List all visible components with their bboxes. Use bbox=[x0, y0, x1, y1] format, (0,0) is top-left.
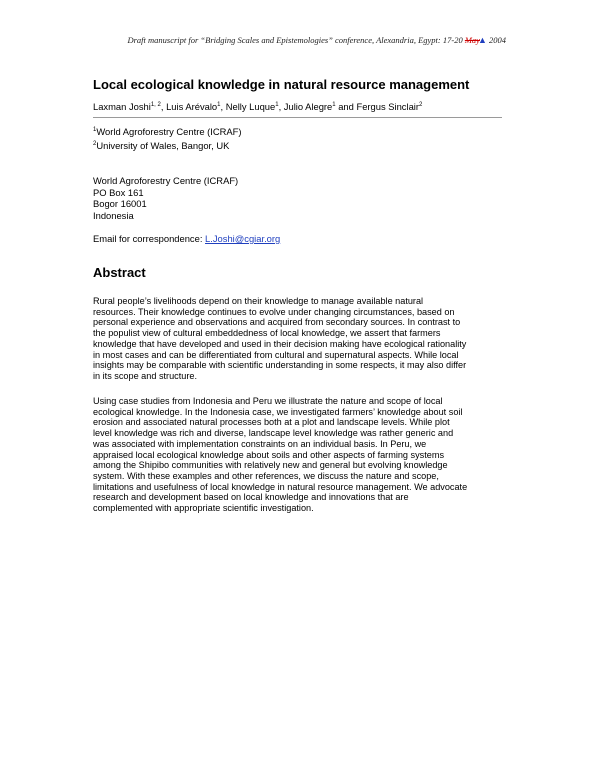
author-affiliation-sup: 1 bbox=[217, 101, 221, 108]
abstract-line: was associated with implementation constraints on an individual basis. In Peru, we bbox=[93, 438, 427, 449]
address-line: PO Box 161 bbox=[93, 186, 144, 198]
address-line: Indonesia bbox=[93, 209, 134, 221]
abstract-line: complemented with appropriate scientific investigation. bbox=[93, 503, 314, 514]
abstract-paragraph-2 bbox=[93, 396, 511, 514]
abstract-line: knowledge that have developed and used in their decision making have ecological rationality bbox=[93, 338, 467, 349]
affiliation-list bbox=[93, 124, 242, 152]
author-name: Julio Alegre bbox=[283, 101, 333, 112]
abstract-line: resources. Their knowledge continues to evolve under changing circumstances, based on bbox=[93, 306, 455, 317]
author-affiliation-sup: 1 bbox=[332, 101, 336, 108]
author-affiliation-sup: 1, 2 bbox=[150, 101, 161, 108]
affiliation-text: World Agroforestry Centre (ICRAF) bbox=[96, 126, 242, 138]
abstract-line: in most cases and can be differentiated from cultural and supernatural aspects. While local bbox=[93, 349, 459, 360]
abstract-paragraph-1 bbox=[93, 296, 511, 382]
header-note-struck-month: May bbox=[464, 35, 480, 45]
address-line: World Agroforestry Centre (ICRAF) bbox=[93, 175, 239, 186]
paper-title: Local ecological knowledge in natural resource management bbox=[93, 77, 470, 92]
author-affiliation-sup: 2 bbox=[419, 101, 423, 108]
abstract-line: the populist view of cultural embeddedness of local knowledge, we assert that farmers bbox=[93, 328, 441, 339]
abstract-heading: Abstract bbox=[93, 265, 146, 280]
abstract-line: in its scope and structure. bbox=[93, 370, 197, 381]
correspondence-email bbox=[93, 233, 280, 244]
draft-header-note bbox=[127, 35, 506, 45]
header-note-suffix: 2004 bbox=[486, 35, 506, 45]
author-list: Laxman Joshi$^{1, 2}$, Luis Arévalo$^1$, Nelly Luque$^1$, Julio Alegre$^1$ and Fergus Sinclair$^2$ bbox=[93, 101, 423, 112]
abstract-line: Using case studies from Indonesia and Peru we illustrate the nature and scope of local bbox=[93, 396, 443, 406]
author-affiliation-sup: 1 bbox=[275, 101, 279, 108]
abstract-line: insights may be comparable with scientific understanding in some respects, it may also differ bbox=[93, 360, 467, 371]
abstract-line: level knowledge was rich and diverse, landscape level knowledge was rather generic and bbox=[93, 428, 454, 439]
address-line: Bogor 16001 bbox=[93, 198, 147, 209]
header-note-prefix: Draft manuscript for “Bridging Scales and Epistemologies” conference, Alexandria, Egypt: 17-20 bbox=[127, 35, 465, 45]
affiliation-item bbox=[93, 124, 242, 138]
abstract-line: limitations and usefulness of local knowledge in natural resource management. We advocate bbox=[93, 481, 468, 492]
affiliation-sup: 2 bbox=[93, 141, 97, 148]
abstract-line: personal experience and observations and acquired from secondary sources. In contrast to bbox=[93, 317, 461, 328]
abstract-line: research and development based on local knowledge and innovations that are bbox=[93, 492, 409, 503]
abstract-line: erosion and associated natural processes both at a plot and landscape levels. While plot bbox=[93, 417, 450, 428]
affiliation-text: University of Wales, Bangor, UK bbox=[96, 140, 230, 152]
abstract-line: Rural people’s livelihoods depend on their knowledge to manage available natural bbox=[93, 296, 424, 306]
author-name: Fergus Sinclair bbox=[356, 101, 419, 112]
abstract-line: appraised local ecological knowledge about soils and other aspects of farming systems bbox=[93, 449, 445, 460]
email-link[interactable]: L.Joshi@cgiar.org bbox=[205, 233, 281, 244]
abstract-line: among the Shipibo communities with relatively new and general but evolving knowledge bbox=[93, 460, 448, 471]
affiliation-item bbox=[93, 138, 242, 152]
author-name: Laxman Joshi bbox=[93, 101, 151, 112]
author-name: Luis Arévalo bbox=[166, 101, 218, 112]
author-name: Nelly Luque bbox=[225, 101, 276, 112]
affiliation-sup: 1 bbox=[93, 127, 97, 133]
postal-address bbox=[93, 175, 238, 221]
author-divider bbox=[93, 117, 502, 118]
email-label: Email for correspondence: bbox=[93, 233, 203, 244]
abstract-line: system. With these examples and other references, we discuss the nature and scope, bbox=[93, 470, 439, 481]
abstract-line: ecological knowledge. In the Indonesia case, we investigated farmers’ knowledge about soil bbox=[93, 406, 463, 417]
edit-caret-icon: ▲ bbox=[477, 35, 487, 45]
